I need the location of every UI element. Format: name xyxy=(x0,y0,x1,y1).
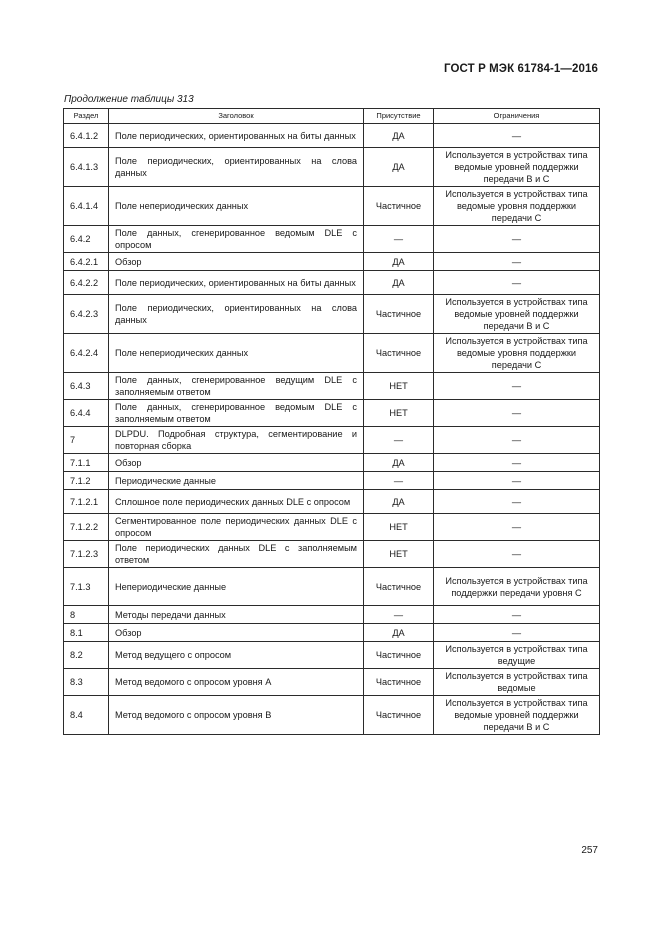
constraints-cell: Используется в устройствах типа ведомые уровней поддержки передачи В и С xyxy=(434,696,600,735)
title-cell: Сегментированное поле периодических данных DLE с опросом xyxy=(109,514,364,541)
title-cell: Непериодические данные xyxy=(109,568,364,606)
constraints-cell: Используется в устройствах типа ведомые xyxy=(434,669,600,696)
page-number: 257 xyxy=(581,845,598,856)
section-cell: 8.2 xyxy=(64,642,109,669)
table-row xyxy=(64,124,600,148)
table-row xyxy=(64,472,600,490)
table-row xyxy=(64,624,600,642)
table-row xyxy=(64,226,600,253)
title-cell: Поле данных, сгенерированное ведомым DLE с заполняемым ответом xyxy=(109,400,364,427)
table-row xyxy=(64,400,600,427)
column-header-presence: Присутствие xyxy=(364,109,434,124)
constraints-cell: — xyxy=(434,400,600,427)
column-header-section: Раздел xyxy=(64,109,109,124)
title-cell: Поле непериодических данных xyxy=(109,334,364,373)
presence-cell: Частичное xyxy=(364,568,434,606)
title-cell: Поле периодических, ориентированных на биты данных xyxy=(109,271,364,295)
table-row xyxy=(64,490,600,514)
presence-cell: ДА xyxy=(364,148,434,187)
section-cell: 7.1.3 xyxy=(64,568,109,606)
presence-cell: Частичное xyxy=(364,334,434,373)
table-row xyxy=(64,642,600,669)
table-row xyxy=(64,696,600,735)
table-row xyxy=(64,187,600,226)
presence-cell: ДА xyxy=(364,454,434,472)
table-row xyxy=(64,514,600,541)
table-row xyxy=(64,541,600,568)
title-cell: Поле данных, сгенерированное ведущим DLE с заполняемым ответом xyxy=(109,373,364,400)
title-cell: Поле непериодических данных xyxy=(109,187,364,226)
section-cell: 7.1.2.3 xyxy=(64,541,109,568)
column-header-constraints: Ограничения xyxy=(434,109,600,124)
constraints-cell: — xyxy=(434,454,600,472)
constraints-cell: Используется в устройствах типа ведомые уровня поддержки передачи С xyxy=(434,334,600,373)
section-cell: 7.1.2 xyxy=(64,472,109,490)
table-body xyxy=(64,124,600,735)
section-cell: 7.1.2.2 xyxy=(64,514,109,541)
table-row xyxy=(64,568,600,606)
title-cell: Поле периодических, ориентированных на слова данных xyxy=(109,148,364,187)
constraints-cell: — xyxy=(434,253,600,271)
table-row xyxy=(64,373,600,400)
presence-cell: ДА xyxy=(364,271,434,295)
requirements-table xyxy=(63,108,600,735)
section-cell: 7.1.2.1 xyxy=(64,490,109,514)
table-row xyxy=(64,606,600,624)
section-cell: 6.4.2.4 xyxy=(64,334,109,373)
table-row xyxy=(64,334,600,373)
title-cell: Метод ведомого с опросом уровня В xyxy=(109,696,364,735)
section-cell: 6.4.2.2 xyxy=(64,271,109,295)
document-header: ГОСТ Р МЭК 61784-1—2016 xyxy=(444,63,598,75)
section-cell: 7.1.1 xyxy=(64,454,109,472)
constraints-cell: Используется в устройствах типа ведомые уровней поддержки передачи В и С xyxy=(434,148,600,187)
section-cell: 8.4 xyxy=(64,696,109,735)
section-cell: 7 xyxy=(64,427,109,454)
constraints-cell: — xyxy=(434,373,600,400)
constraints-cell: — xyxy=(434,624,600,642)
title-cell: Метод ведомого с опросом уровня А xyxy=(109,669,364,696)
table-row xyxy=(64,253,600,271)
constraints-cell: — xyxy=(434,226,600,253)
presence-cell: — xyxy=(364,226,434,253)
section-cell: 8.3 xyxy=(64,669,109,696)
section-cell: 8.1 xyxy=(64,624,109,642)
presence-cell: Частичное xyxy=(364,295,434,334)
presence-cell: Частичное xyxy=(364,669,434,696)
table-row xyxy=(64,271,600,295)
constraints-cell: — xyxy=(434,490,600,514)
presence-cell: НЕТ xyxy=(364,541,434,568)
presence-cell: НЕТ xyxy=(364,514,434,541)
title-cell: Обзор xyxy=(109,454,364,472)
title-cell: Периодические данные xyxy=(109,472,364,490)
section-cell: 6.4.4 xyxy=(64,400,109,427)
constraints-cell: Используется в устройствах типа поддержки передачи уровня С xyxy=(434,568,600,606)
section-cell: 6.4.1.4 xyxy=(64,187,109,226)
section-cell: 6.4.2.3 xyxy=(64,295,109,334)
section-cell: 6.4.2 xyxy=(64,226,109,253)
presence-cell: — xyxy=(364,427,434,454)
table-header-row xyxy=(64,109,600,124)
constraints-cell: Используется в устройствах типа ведомые уровней поддержки передачи В и С xyxy=(434,295,600,334)
presence-cell: — xyxy=(364,472,434,490)
title-cell: Методы передачи данных xyxy=(109,606,364,624)
presence-cell: НЕТ xyxy=(364,373,434,400)
title-cell: Обзор xyxy=(109,624,364,642)
table-row xyxy=(64,295,600,334)
presence-cell: Частичное xyxy=(364,696,434,735)
table-caption: Продолжение таблицы 313 xyxy=(64,94,194,105)
column-header-title: Заголовок xyxy=(109,109,364,124)
constraints-cell: — xyxy=(434,124,600,148)
constraints-cell: Используется в устройствах типа ведомые уровня поддержки передачи С xyxy=(434,187,600,226)
presence-cell: НЕТ xyxy=(364,400,434,427)
section-cell: 6.4.2.1 xyxy=(64,253,109,271)
constraints-cell: Используется в устройствах типа ведущие xyxy=(434,642,600,669)
title-cell: Поле периодических, ориентированных на слова данных xyxy=(109,295,364,334)
section-cell: 6.4.1.2 xyxy=(64,124,109,148)
title-cell: Сплошное поле периодических данных DLE с опросом xyxy=(109,490,364,514)
title-cell: DLPDU. Подробная структура, сегментирование и повторная сборка xyxy=(109,427,364,454)
presence-cell: Частичное xyxy=(364,187,434,226)
title-cell: Метод ведущего с опросом xyxy=(109,642,364,669)
constraints-cell: — xyxy=(434,271,600,295)
presence-cell: ДА xyxy=(364,624,434,642)
title-cell: Обзор xyxy=(109,253,364,271)
presence-cell: — xyxy=(364,606,434,624)
table-row xyxy=(64,454,600,472)
section-cell: 6.4.1.3 xyxy=(64,148,109,187)
table-row xyxy=(64,669,600,696)
constraints-cell: — xyxy=(434,606,600,624)
constraints-cell: — xyxy=(434,472,600,490)
presence-cell: ДА xyxy=(364,490,434,514)
constraints-cell: — xyxy=(434,514,600,541)
constraints-cell: — xyxy=(434,541,600,568)
presence-cell: ДА xyxy=(364,124,434,148)
title-cell: Поле данных, сгенерированное ведомым DLE с опросом xyxy=(109,226,364,253)
presence-cell: ДА xyxy=(364,253,434,271)
section-cell: 8 xyxy=(64,606,109,624)
table-row xyxy=(64,427,600,454)
section-cell: 6.4.3 xyxy=(64,373,109,400)
table-row xyxy=(64,148,600,187)
title-cell: Поле периодических, ориентированных на биты данных xyxy=(109,124,364,148)
presence-cell: Частичное xyxy=(364,642,434,669)
title-cell: Поле периодических данных DLE с заполняемым ответом xyxy=(109,541,364,568)
constraints-cell: — xyxy=(434,427,600,454)
